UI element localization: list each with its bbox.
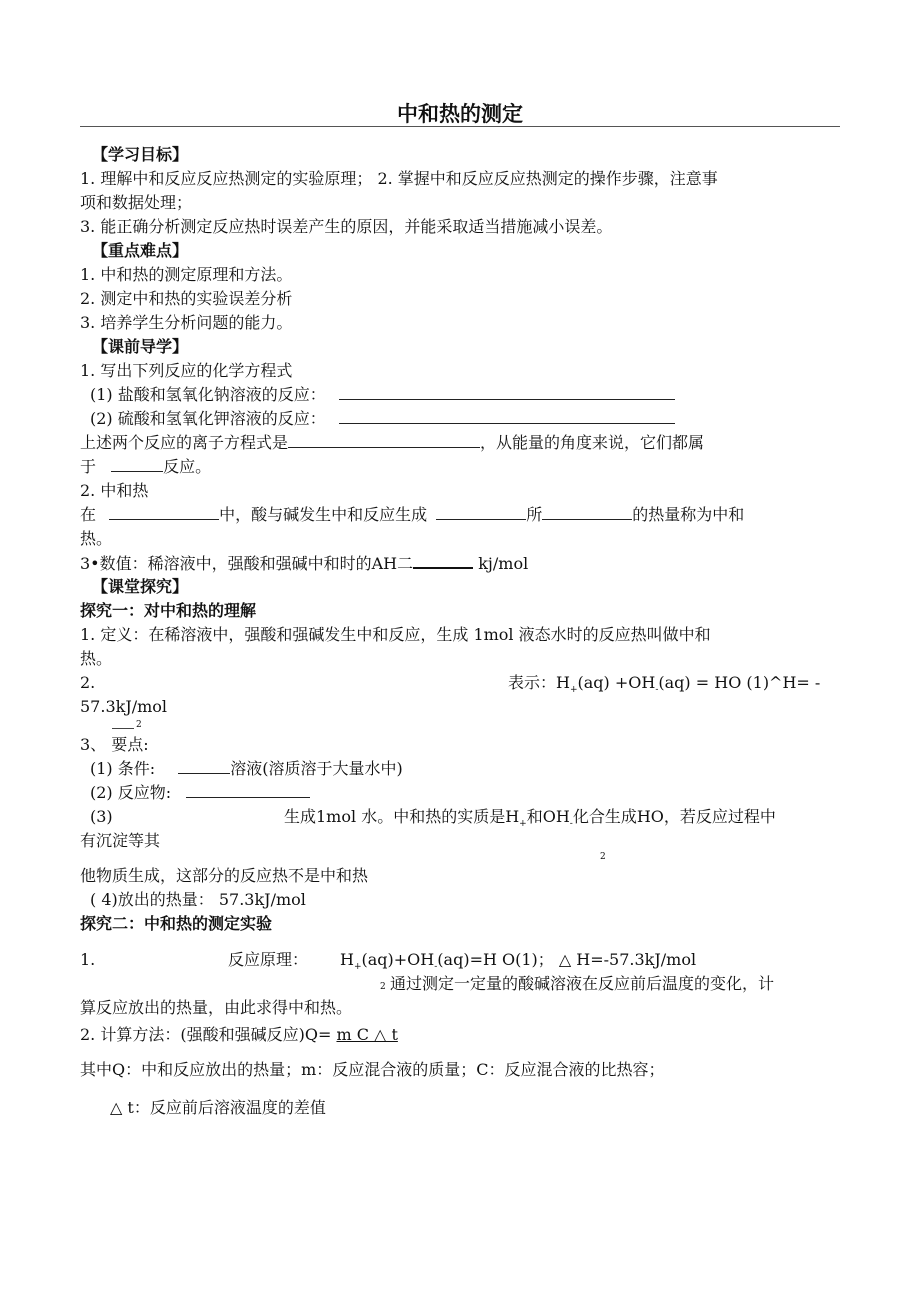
preview-question-2: 2. 中和热 bbox=[80, 481, 149, 500]
key-point-reactants bbox=[90, 783, 310, 803]
question-1a-label: (1) 盐酸和氢氧化钠溶液的反应： bbox=[90, 385, 326, 404]
principle-text: 通过测定一定量的酸碱溶液在反应前后温度的变化，计 bbox=[390, 974, 775, 993]
calc-formula: m C △ t bbox=[336, 1025, 398, 1044]
ion-charge: - bbox=[434, 962, 438, 972]
subscript-rule bbox=[112, 728, 134, 729]
value-label: 3•数值：稀溶液中，强酸和强碱中和时的AH二 bbox=[80, 554, 414, 573]
goal-line-2: 项和数据处理； bbox=[80, 193, 193, 212]
answer-blank[interactable] bbox=[178, 759, 230, 774]
eq-part: (aq)+OH bbox=[361, 950, 435, 969]
condition-text: 溶液(溶质溶于大量水中) bbox=[230, 759, 403, 778]
answer-blank[interactable] bbox=[339, 409, 675, 424]
point-2-number: 2. bbox=[80, 673, 96, 692]
section-header-explore: 【课堂探究】 bbox=[92, 577, 189, 596]
def-text: 的热量称为中和 bbox=[632, 505, 745, 524]
key-point-3-number: (3) bbox=[90, 807, 113, 826]
definition-text-end: 热。 bbox=[80, 649, 113, 668]
kp3-part: 生成1mol 水。中和热的实质是H bbox=[284, 807, 520, 826]
answer-blank[interactable] bbox=[109, 505, 219, 520]
subscript-2: 2 bbox=[600, 852, 606, 862]
kp3-part: 化合生成HO，若反应过程中 bbox=[572, 807, 776, 826]
equation-value: 57.3kJ/mol bbox=[80, 697, 168, 716]
goal-line-3: 3. 能正确分析测定反应热时误差产生的原因，并能采取适当措施减小误差。 bbox=[80, 217, 613, 236]
key-point-3-cont: 有沉淀等其 bbox=[80, 831, 161, 850]
ionic-equation-line bbox=[80, 433, 704, 453]
answer-blank[interactable] bbox=[542, 505, 632, 520]
ionic-tail: ，从能量的角度来说，它们都属 bbox=[480, 433, 705, 452]
answer-blank[interactable] bbox=[339, 385, 675, 400]
belong-tail: 反应。 bbox=[163, 457, 212, 476]
kp3-part: 和OH bbox=[526, 807, 570, 826]
key-point-heat: ( 4)放出的热量： 57.3kJ/mol bbox=[90, 890, 306, 909]
eq-part: (aq) = HO (1)^H= - bbox=[658, 673, 821, 692]
thermochemical-equation bbox=[508, 673, 820, 700]
ionic-label: 上述两个反应的离子方程式是 bbox=[80, 433, 289, 452]
definition-line bbox=[80, 505, 744, 525]
condition-label: (1) 条件: bbox=[90, 759, 156, 778]
preview-question-1: 1. 写出下列反应的化学方程式 bbox=[80, 361, 293, 380]
definition-line-end: 热。 bbox=[80, 529, 113, 548]
explore-topic-2: 探究二：中和热的测定实验 bbox=[80, 914, 273, 933]
answer-blank[interactable] bbox=[413, 553, 473, 569]
ion-charge: - bbox=[569, 819, 573, 829]
reactants-label: (2) 反应物: bbox=[90, 783, 172, 802]
subscript-2: 2 bbox=[380, 982, 386, 992]
answer-blank[interactable] bbox=[186, 783, 310, 798]
section-header-keypoints: 【重点难点】 bbox=[92, 241, 189, 260]
answer-blank[interactable] bbox=[111, 457, 163, 472]
principle-label: 反应原理： bbox=[228, 950, 309, 969]
key-point-3-end: 他物质生成，这部分的反应热不是中和热 bbox=[80, 866, 369, 885]
answer-blank[interactable] bbox=[288, 433, 480, 448]
title-divider bbox=[80, 126, 840, 127]
key-point-condition bbox=[90, 759, 403, 779]
section-header-preview: 【课前导学】 bbox=[92, 337, 189, 356]
def-text: 在 bbox=[80, 505, 97, 524]
eq-part: 表示：H bbox=[508, 673, 570, 692]
calc-method bbox=[80, 1025, 398, 1045]
page-title: 中和热的测定 bbox=[397, 102, 523, 126]
key-point-3-text bbox=[284, 807, 776, 834]
keypoint-item: 1. 中和热的测定原理和方法。 bbox=[80, 265, 293, 284]
ion-charge: + bbox=[353, 962, 362, 972]
question-1b-label: (2) 硫酸和氢氧化钾溶液的反应： bbox=[90, 409, 326, 428]
calc-label: 2. 计算方法：(强酸和强碱反应)Q= bbox=[80, 1025, 332, 1044]
definition-text: 1. 定义：在稀溶液中，强酸和强碱发生中和反应，生成 1mol 液态水时的反应热叫做中和 bbox=[80, 625, 711, 644]
answer-blank[interactable] bbox=[436, 505, 526, 520]
value-line bbox=[80, 553, 528, 574]
goal-line-1: 1. 理解中和反应反应热测定的实验原理； 2. 掌握中和反应反应热测定的操作步骤，注意事 bbox=[80, 169, 718, 188]
value-unit: kj/mol bbox=[478, 554, 529, 573]
eq-part: (aq)=H O(1)； △ H=-57.3kJ/mol bbox=[437, 950, 697, 969]
eq-part: H bbox=[340, 950, 354, 969]
principle-text-end: 算反应放出的热量，由此求得中和热。 bbox=[80, 998, 353, 1017]
belong-label: 于 bbox=[80, 457, 97, 476]
keypoint-item: 3. 培养学生分析问题的能力。 bbox=[80, 313, 293, 332]
keypoint-item: 2. 测定中和热的实验误差分析 bbox=[80, 289, 293, 308]
question-1b bbox=[90, 409, 675, 429]
belong-line bbox=[80, 457, 211, 477]
section-header-goals: 【学习目标】 bbox=[92, 145, 189, 164]
explore-topic-1: 探究一：对中和热的理解 bbox=[80, 601, 257, 620]
def-text: 中，酸与碱发生中和反应生成 bbox=[219, 505, 428, 524]
eq-part: (aq) +OH bbox=[577, 673, 656, 692]
ion-charge: - bbox=[655, 685, 659, 695]
subscript-2: 2 bbox=[136, 720, 142, 730]
ion-charge: + bbox=[519, 819, 527, 829]
principle-number: 1. bbox=[80, 950, 96, 969]
formula-note: 其中Q：中和反应放出的热量；m：反应混合液的质量；C：反应混合液的比热容； bbox=[80, 1060, 665, 1079]
def-text: 所 bbox=[526, 505, 543, 524]
question-1a bbox=[90, 385, 675, 405]
principle-equation bbox=[340, 950, 696, 977]
key-points-title: 3、 要点: bbox=[80, 735, 149, 754]
ion-charge: + bbox=[569, 685, 578, 695]
formula-note-delta: △ t：反应前后溶液温度的差值 bbox=[110, 1098, 326, 1117]
